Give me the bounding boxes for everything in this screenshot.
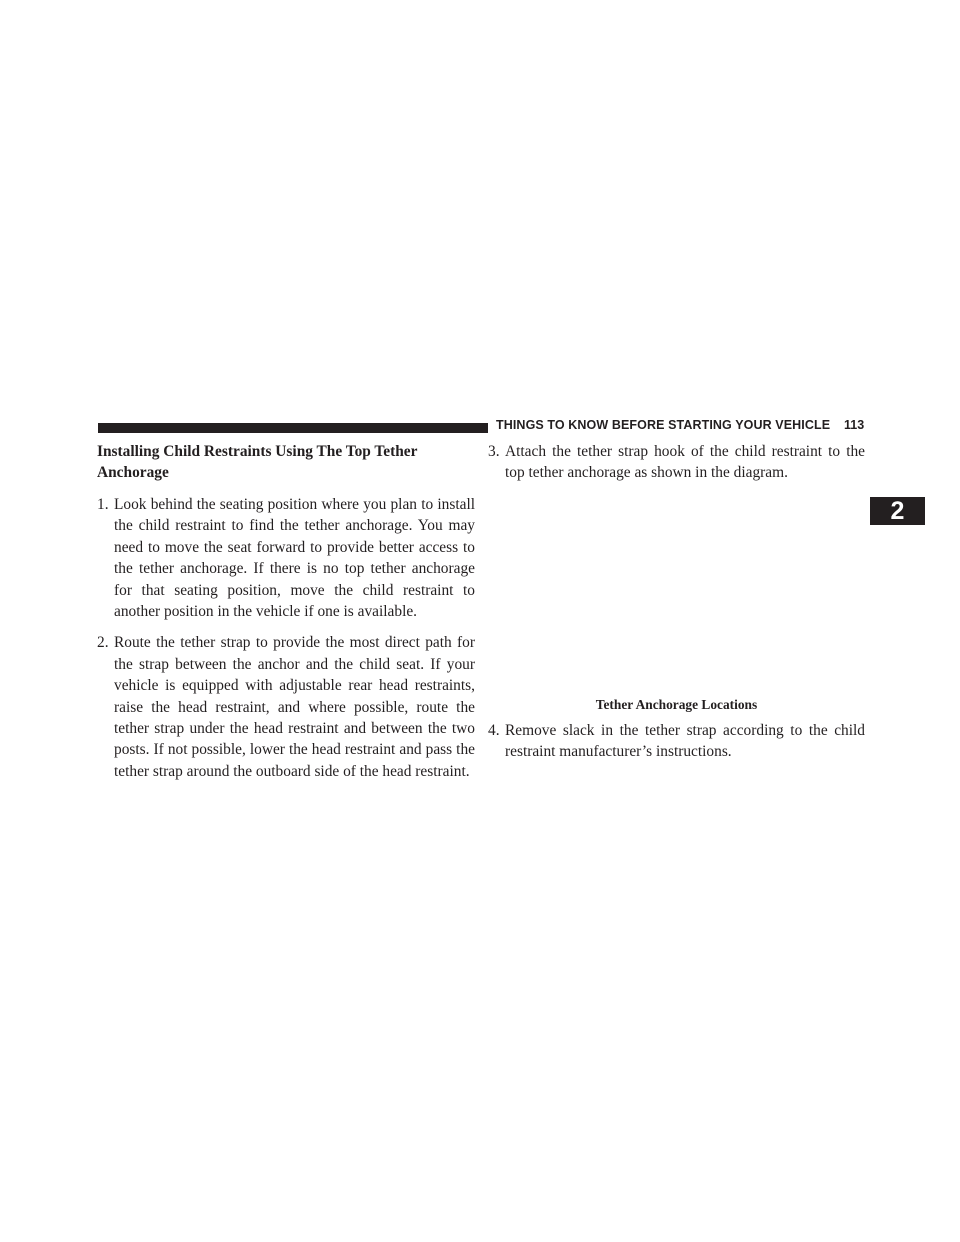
step-item (97, 632, 475, 782)
step-text: Remove slack in the tether strap according to the child restraint manufacturer’s instructions. (505, 721, 865, 761)
step-text: Attach the tether strap hook of the child restraint to the top tether anchorage as shown in the diagram. (505, 443, 865, 482)
steps-list-right (488, 441, 865, 484)
figure-caption: Tether Anchorage Locations (595, 696, 758, 712)
left-column (97, 441, 475, 782)
step-text: Route the tether strap to provide the most direct path for the strap between the anchor and the child seat. If your vehicle is equipped with adjustable rear head restraints, raise the head restraint, and where possible, route the tether strap under the head restraint and between the two posts. If not possible, lower the head restraint and pass the tether strap around the outboard side of the head restraint. (114, 634, 475, 780)
section-title: Installing Child Restraints Using The Top Tether Anchorage (97, 443, 418, 481)
step-text: Look behind the seating position where you plan to install the child restraint to find the tether anchorage. You may need to move the seat forward to provide better access to the tether anchorage. If there is no top tether anchorage for that seating position, move the child restraint to another position in the vehicle if one is available. (114, 496, 475, 621)
steps-list-left (97, 494, 475, 782)
steps-list-right-continued (488, 720, 865, 763)
step-number: 3. (488, 443, 500, 460)
step-number: 2. (97, 634, 109, 652)
step-item (488, 720, 865, 763)
step-number: 1. (97, 496, 109, 513)
step-item (97, 494, 475, 622)
figure-placeholder (488, 484, 865, 696)
header-rule (98, 423, 488, 433)
chapter-tab: 2 (870, 497, 925, 525)
step-number: 4. (488, 721, 500, 739)
page-number: 113 (844, 418, 865, 432)
running-header: THINGS TO KNOW BEFORE STARTING YOUR VEHICLE (496, 418, 831, 432)
right-column (488, 441, 865, 763)
step-item (488, 441, 865, 484)
